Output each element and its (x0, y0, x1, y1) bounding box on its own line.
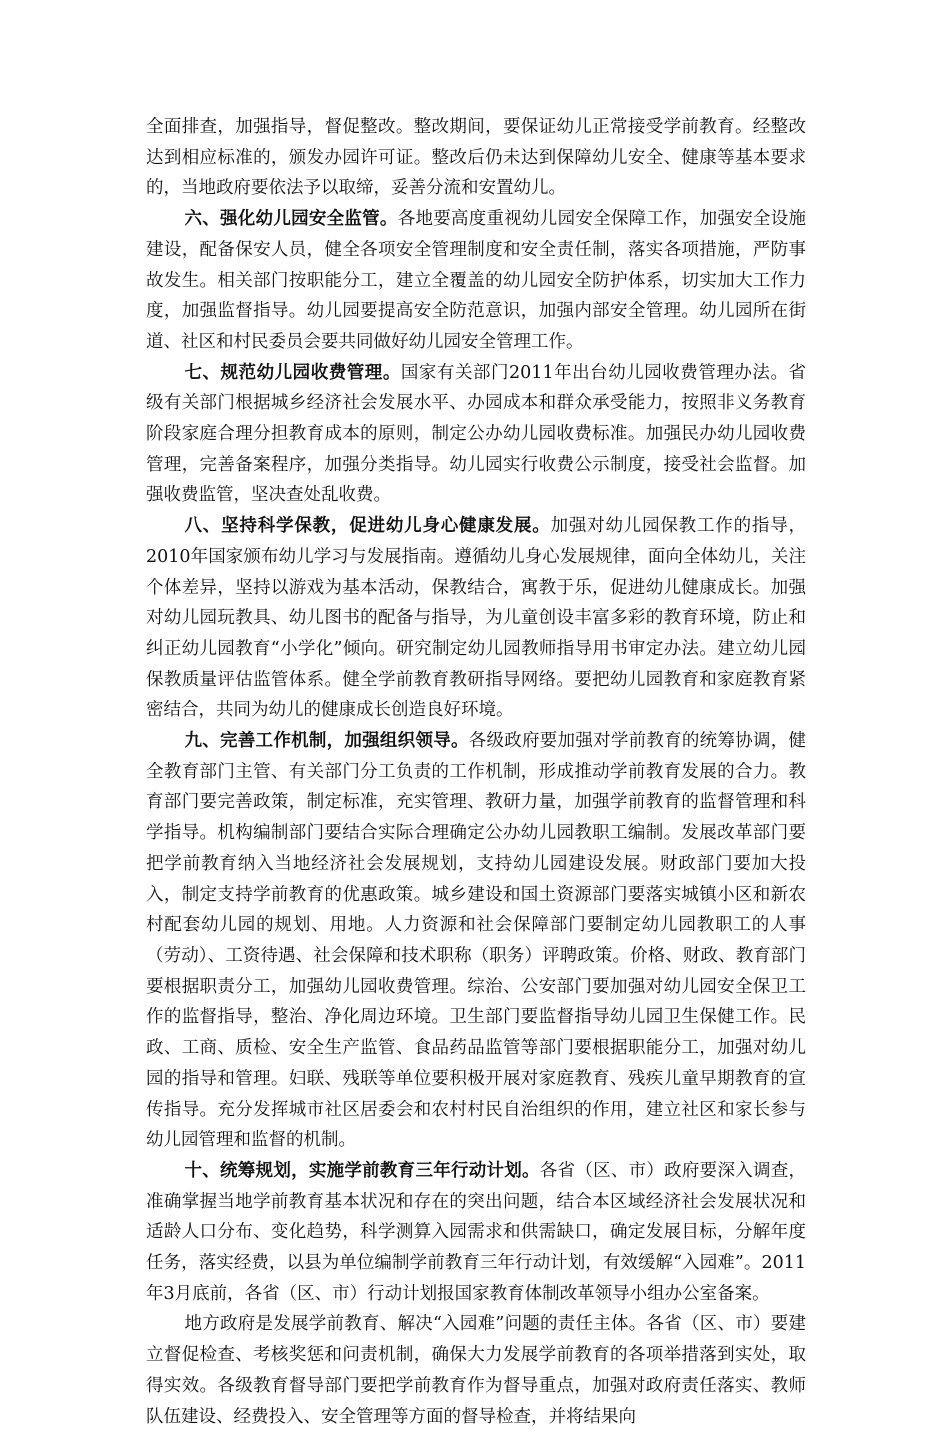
paragraph-text: 各地要高度重视幼儿园安全保障工作，加强安全设施建设，配备保安人员，健全各项安全管理制度和安全责任制，落实各项措施，严防事故发生。相关部门按职能分工，建立全覆盖的幼儿园安全防护体系，切实加大工作力度，加强监督指导。幼儿园要提高安全防范意识，加强内部安全管理。幼儿园所在街道、社区和村民委员会要共同做好幼儿园安全管理工作。 (146, 209, 807, 352)
paragraph-section-6 (146, 204, 806, 358)
paragraph-section-7 (146, 358, 806, 512)
document-page (146, 112, 806, 1432)
paragraph-text: 各省（区、市）政府要深入调查，准确掌握当地学前教育基本状况和存在的突出问题，结合本区域经济社会发展状况和适龄人口分布、变化趋势，科学测算入园需求和供需缺口，确定发展目标，分解年度任务，落实经费，以县为单位编制学前教育三年行动计划，有效缓解“入园难”。2011年3月底前，各省（区、市）行动计划报国家教育体制改革领导小组办公室备案。 (146, 1160, 807, 1304)
section-heading: 七、规范幼儿园收费管理。 (184, 362, 401, 383)
paragraph-text: 各级政府要加强对学前教育的统筹协调，健全教育部门主管、有关部门分工负责的工作机制，形成推动学前教育发展的合力。教育部门要完善政策，制定标准，充实管理、教研力量，加强学前教育的监督管理和科学指导。机构编制部门要结合实际合理确定公办幼儿园教职工编制。发展改革部门要把学前教育纳入当地经济社会发展规划，支持幼儿园建设发展。财政部门要加大投入，制定支持学前教育的优惠政策。城乡建设和国土资源部门要落实城镇小区和新农村配套幼儿园的规划、用地。人力资源和社会保障部门要制定幼儿园教职工的人事（劳动）、工资待遇、社会保障和技术职称（职务）评聘政策。价格、财政、教育部门要根据职责分工，加强幼儿园收费管理。综治、公安部门要加强对幼儿园安全保卫工作的监督指导，整治、净化周边环境。卫生部门要监督指导幼儿园卫生保健工作。民政、工商、质检、安全生产监管、食品药品监管等部门要根据职能分工，加强对幼儿园的指导和管理。妇联、残联等单位要积极开展对家庭教育、残疾儿童早期教育的宣传指导。充分发挥城市社区居委会和农村村民自治组织的作用，建立社区和家长参与幼儿园管理和监督的机制。 (146, 731, 806, 1151)
paragraph-text: 国家有关部门2011年出台幼儿园收费管理办法。省级有关部门根据城乡经济社会发展水平、办园成本和群众承受能力，按照非义务教育阶段家庭合理分担教育成本的原则，制定公办幼儿园收费标准。加强民办幼儿园收费管理，完善备案程序，加强分类指导。幼儿园实行收费公示制度，接受社会监督。加强收费监管，坚决查处乱收费。 (146, 362, 806, 506)
section-heading: 六、强化幼儿园安全监管。 (184, 209, 398, 230)
paragraph-section-10 (146, 1156, 806, 1310)
section-heading: 九、完善工作机制，加强组织领导。 (184, 731, 469, 752)
paragraph-section-9 (146, 726, 806, 1156)
paragraph-text: 地方政府是发展学前教育、解决“入园难”问题的责任主体。各省（区、市）要建立督促检查、考核奖惩和问责机制，确保大力发展学前教育的各项举措落到实处，取得实效。各级教育督导部门要把学前教育作为督导重点，加强对政府责任落实、教师队伍建设、经费投入、安全管理等方面的督导检查，并将结果向 (146, 1314, 806, 1427)
paragraph-closing (146, 1309, 806, 1432)
section-heading: 十、统筹规划，实施学前教育三年行动计划。 (184, 1160, 540, 1181)
section-heading: 八、坚持科学保教，促进幼儿身心健康发展。 (184, 516, 551, 537)
paragraph-continuation (146, 112, 806, 204)
paragraph-section-8 (146, 511, 806, 726)
paragraph-text: 加强对幼儿园保教工作的指导，2010年国家颁布幼儿学习与发展指南。遵循幼儿身心发展规律，面向全体幼儿，关注个体差异，坚持以游戏为基本活动，保教结合，寓教于乐，促进幼儿健康成长。加强对幼儿园玩教具、幼儿图书的配备与指导，为儿童创设丰富多彩的教育环境，防止和纠正幼儿园教育“小学化”倾向。研究制定幼儿园教师指导用书审定办法。建立幼儿园保教质量评估监管体系。健全学前教育教研指导网络。要把幼儿园教育和家庭教育紧密结合，共同为幼儿的健康成长创造良好环境。 (146, 516, 807, 721)
paragraph-text: 全面排查，加强指导，督促整改。整改期间，要保证幼儿正常接受学前教育。经整改达到相应标准的，颁发办园许可证。整改后仍未达到保障幼儿安全、健康等基本要求的，当地政府要依法予以取缔，妥善分流和安置幼儿。 (146, 117, 806, 199)
